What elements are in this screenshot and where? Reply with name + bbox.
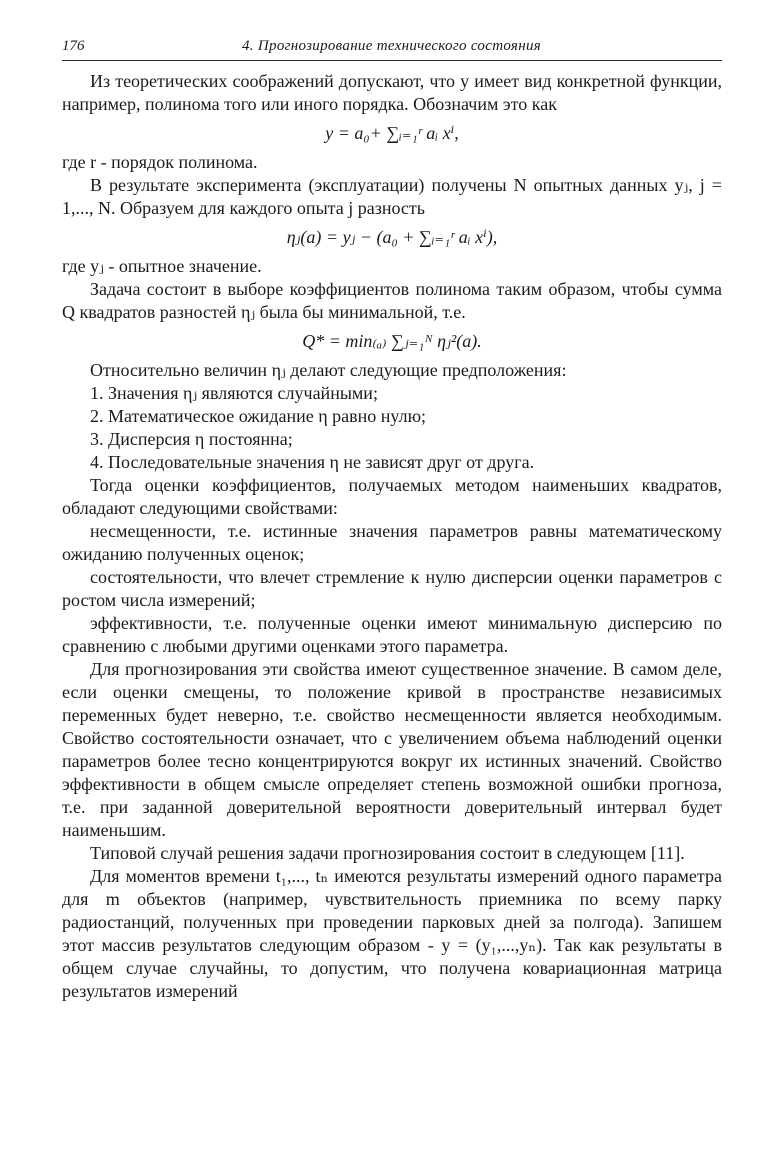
paragraph: Из теоретических соображений допускают, что y имеет вид конкретной функции, например, полинома того или иного порядка. Обозначим это как xyxy=(62,71,722,114)
page-number: 176 xyxy=(62,38,85,54)
list-item: 2. Математическое ожидание η равно нулю; xyxy=(90,406,427,426)
formula-text: ηⱼ(a) = yⱼ − (a₀ + ∑ᵢ₌₁ʳ aᵢ xⁱ), xyxy=(286,227,498,247)
paragraph: Для моментов времени t₁,..., tₙ имеются результаты измерений одного параметра для m объектов (например, чувствительность приемника по всему парку радиостанций, полученных при проведении парковых дней за полгода). Запишем этот массив результатов следующим образом - y = (y₁,...,yₙ). Так как результаты в общем случае случайны, то допустим, что получена ковариационная матрица результатов измерений xyxy=(62,866,722,1001)
paragraph: Тогда оценки коэффициентов, получаемых методом наименьших квадратов, обладают следующими свойствами: xyxy=(62,475,722,518)
page-content xyxy=(62,70,722,1003)
list-item: 3. Дисперсия η постоянна; xyxy=(90,429,293,449)
running-title: 4. Прогнозирование технического состояния xyxy=(242,38,542,54)
formula-text: Q* = min₍ₐ₎ ∑ⱼ₌₁ᴺ ηⱼ²(a). xyxy=(302,331,482,351)
page-header xyxy=(62,38,722,61)
paragraph: Задача состоит в выборе коэффициентов полинома таким образом, чтобы сумма Q квадратов разностей ηⱼ была бы минимальной, т.е. xyxy=(62,279,722,322)
paragraph: эффективности, т.е. полученные оценки имеют минимальную дисперсию по сравнению с любыми другими оценками этого параметра. xyxy=(62,613,722,656)
list-item: 1. Значения ηⱼ являются случайными; xyxy=(90,383,378,403)
paragraph: Для прогнозирования эти свойства имеют существенное значение. В самом деле, если оценки смещены, то положение кривой в пространстве независимых переменных будет неверно, т.е. свойство несмещенности является необходимым. Свойство состоятельности означает, что с увеличением объема наблюдений оценки параметров более тесно концентрируются вокруг их истинных значений. Свойство эффективности в общем смысле определяет степень возможной ошибки прогноза, т.е. при заданной доверительной вероятности доверительный интервал будет наименьшим. xyxy=(62,659,722,840)
paragraph: В результате эксперимента (эксплуатации) получены N опытных данных yⱼ, j = 1,..., N. Образуем для каждого опыта j разность xyxy=(62,175,722,218)
formula xyxy=(62,123,722,143)
paragraph: Относительно величин ηⱼ делают следующие предположения: xyxy=(90,360,567,380)
paragraph: Типовой случай решения задачи прогнозирования состоит в следующем [11]. xyxy=(90,843,685,863)
formula xyxy=(62,331,722,351)
paragraph: состоятельности, что влечет стремление к нулю дисперсии оценки параметров с ростом числа измерений; xyxy=(62,567,722,610)
formula-text: y = a₀+ ∑ᵢ₌₁ʳ aᵢ xⁱ, xyxy=(325,123,459,143)
formula xyxy=(62,227,722,247)
paragraph: где r - порядок полинома. xyxy=(62,152,258,172)
list-item: 4. Последовательные значения η не зависят друг от друга. xyxy=(90,452,535,472)
paragraph: где yⱼ - опытное значение. xyxy=(62,256,262,276)
paragraph: несмещенности, т.е. истинные значения параметров равны математическому ожиданию полученных оценок; xyxy=(62,521,722,564)
